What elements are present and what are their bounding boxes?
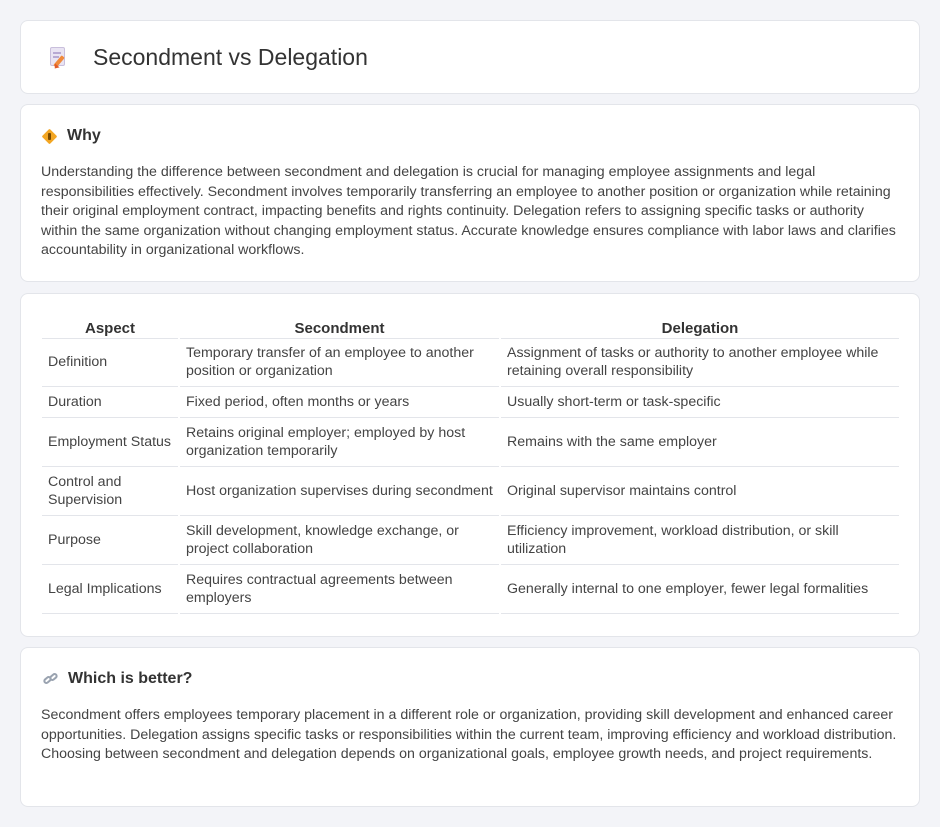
why-text: Understanding the difference between secondment and delegation is crucial for managing employee assignments and legal responsibilities effectively. Secondment involves temporarily transferring an employee to another position or organization while retaining their original employment contract, impacting benefits and rights continuity. Delegation refers to assigning specific tasks or authority within the same organization without changing employment status. Accurate knowledge ensures compliance with labor laws and clarifies accountability in organizational workflows. (41, 164, 896, 259)
secondment-cell: Fixed period, often months or years (179, 386, 500, 417)
which-better-text: Secondment offers employees temporary placement in a different role or organization, providing skill development and enhanced career opportunities. Delegation assigns specific tasks or responsibilities within the current team, improving efficiency and workload distribution. Choosing between secondment and delegation depends on organizational goals, employee growth needs, and project requirements. (41, 707, 897, 763)
aspect-cell: Duration (42, 386, 179, 417)
secondment-cell: Retains original employer; employed by host organization temporarily (179, 417, 500, 466)
secondment-cell: Host organization supervises during secondment (179, 466, 500, 515)
aspect-cell: Control and Supervision (42, 466, 179, 515)
delegation-cell: Assignment of tasks or authority to another employee while retaining overall responsibility (500, 338, 899, 386)
column-header-delegation: Delegation (500, 316, 899, 338)
delegation-cell: Remains with the same employer (500, 417, 899, 466)
which-better-section (20, 647, 920, 807)
table-row (42, 417, 899, 466)
table-row (42, 564, 899, 613)
aspect-cell: Purpose (42, 515, 179, 564)
table-row (42, 386, 899, 417)
why-heading: Why (67, 127, 101, 144)
delegation-cell: Original supervisor maintains control (500, 466, 899, 515)
page-title: Secondment vs Delegation (93, 43, 368, 70)
header-card (20, 20, 920, 94)
delegation-cell: Usually short-term or task-specific (500, 386, 899, 417)
table-row (42, 338, 899, 386)
column-header-aspect: Aspect (42, 316, 179, 338)
document-pencil-icon (47, 46, 69, 68)
delegation-cell: Generally internal to one employer, fewer legal formalities (500, 564, 899, 613)
aspect-cell: Employment Status (42, 417, 179, 466)
aspect-cell: Definition (42, 338, 179, 386)
comparison-card (20, 293, 920, 637)
aspect-cell: Legal Implications (42, 564, 179, 613)
secondment-cell: Temporary transfer of an employee to another position or organization (179, 338, 500, 386)
delegation-cell: Efficiency improvement, workload distribution, or skill utilization (500, 515, 899, 564)
column-header-secondment: Secondment (179, 316, 500, 338)
why-section (20, 104, 920, 282)
secondment-cell: Skill development, knowledge exchange, or project collaboration (179, 515, 500, 564)
secondment-cell: Requires contractual agreements between employers (179, 564, 500, 613)
link-icon (43, 672, 59, 686)
table-header-row (42, 316, 899, 338)
table-row (42, 515, 899, 564)
comparison-table (42, 316, 899, 614)
table-row (42, 466, 899, 515)
which-better-heading: Which is better? (68, 670, 193, 687)
diamond-warning-icon (43, 130, 56, 143)
